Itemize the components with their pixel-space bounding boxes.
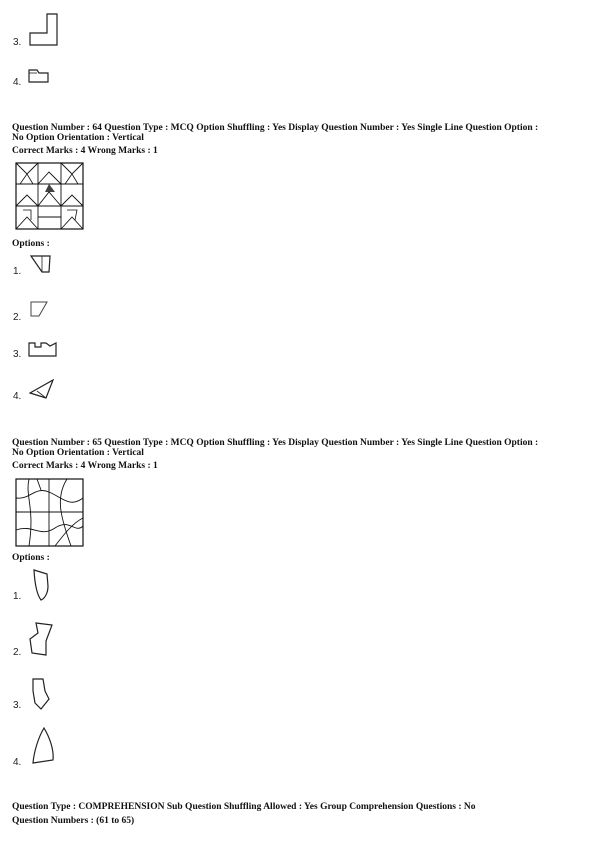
option-number: 3. [13,37,22,48]
notched-bar-icon[interactable] [28,341,58,357]
question-header-cont: No Option Orientation : Vertical [12,133,144,143]
option-number[interactable]: 3. [13,700,22,711]
comprehension-info: Question Type : COMPREHENSION Sub Question Shuffling Allowed : Yes Group Comprehension Questions : No [12,802,476,812]
question-marks: Correct Marks : 4 Wrong Marks : 1 [12,461,158,471]
question-numbers: Question Numbers : (61 to 65) [12,816,135,826]
bowtie-icon[interactable] [28,621,54,657]
question-header: Question Number : 65 Question Type : MCQ Option Shuffling : Yes Display Question Number : Yes Single Line Question Option : [12,438,539,448]
question-header-cont: No Option Orientation : Vertical [12,448,144,458]
notched-rect-icon [28,69,50,83]
curved-lines-figure [15,478,85,547]
option-number[interactable]: 3. [13,349,22,360]
option-number[interactable]: 4. [13,391,22,402]
triangle-wedge-icon[interactable] [29,379,55,399]
options-label: Options : [12,553,50,563]
option-number[interactable]: 4. [13,757,22,768]
option-number[interactable]: 2. [13,647,22,658]
shield-icon[interactable] [32,568,50,602]
option-number[interactable]: 2. [13,312,22,323]
question-marks: Correct Marks : 4 Wrong Marks : 1 [12,146,158,156]
option-number[interactable]: 1. [13,591,22,602]
option-number[interactable]: 1. [13,266,22,277]
options-label: Options : [12,239,50,249]
leaf-icon[interactable] [30,726,56,766]
l-shape-tall-icon [29,13,59,47]
question-header: Question Number : 64 Question Type : MCQ Option Shuffling : Yes Display Question Number : Yes Single Line Question Option : [12,123,539,133]
folded-grid-figure [15,162,85,230]
hexagon-icon[interactable] [29,677,51,711]
option-number: 4. [13,77,22,88]
folded-quad-icon[interactable] [30,254,52,274]
trapezoid-icon[interactable] [29,300,49,318]
